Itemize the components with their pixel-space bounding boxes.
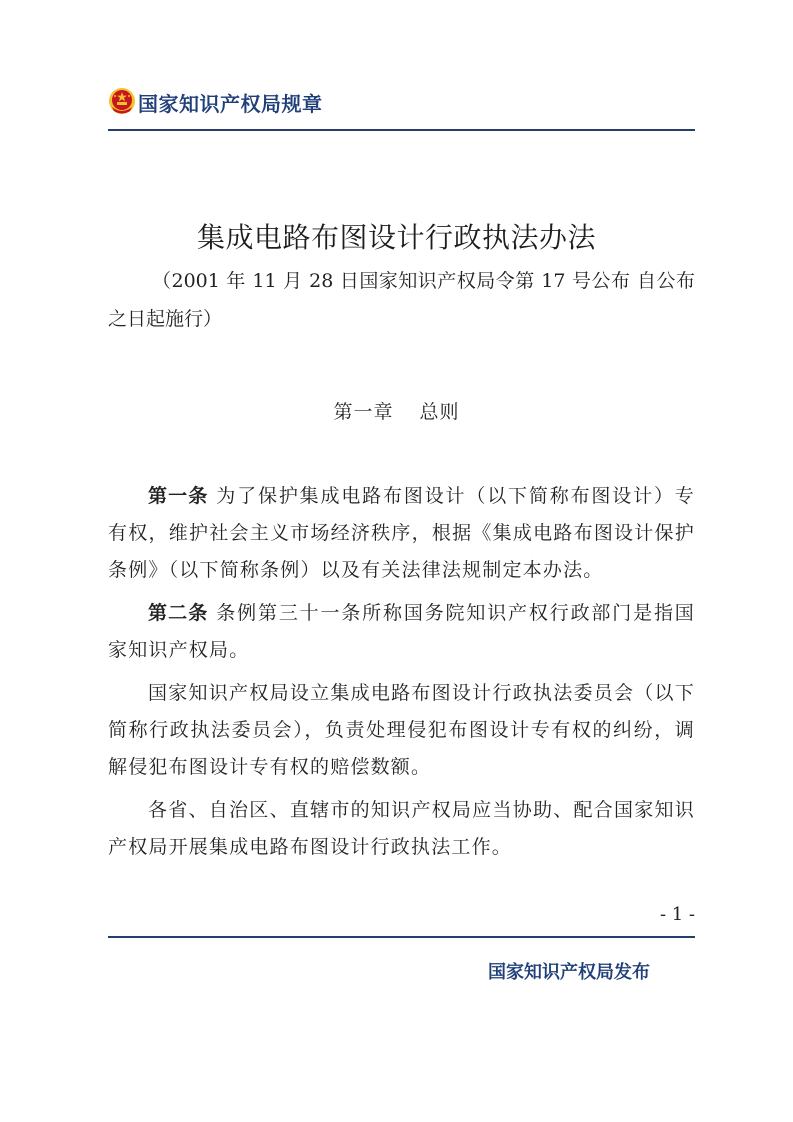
paragraph-text: 为了保护集成电路布图设计（以下简称布图设计）专有权，维护社会主义市场经济秩序，根据《集成电路布图设计保护条例》（以下简称条例）以及有关法律法规制定本办法。 [108,485,695,581]
header-divider [108,129,695,131]
paragraph-text: 国家知识产权局设立集成电路布图设计行政执法委员会（以下简称行政执法委员会），负责处理侵犯布图设计专有权的纠纷，调解侵犯布图设计专有权的赔偿数额。 [108,682,695,778]
paragraph-text: 各省、自治区、直辖市的知识产权局应当协助、配合国家知识产权局开展集成电路布图设计行政执法工作。 [108,799,695,858]
document-subtitle: （2001 年 11 月 28 日国家知识产权局令第 17 号公布 自公布之日起施行） [108,270,695,330]
page-header [108,84,695,124]
header-title: 国家知识产权局规章 [138,92,323,116]
page-number: - 1 - [659,904,695,925]
chapter-name: 总则 [419,401,460,423]
paragraph-text: 条例第三十一条所称国务院知识产权行政部门是指国家知识产权局。 [108,602,695,661]
document-body [108,478,695,872]
footer-divider [108,936,695,938]
paragraph [108,675,695,786]
chapter-number: 第一章 [333,401,394,423]
article-number: 第一条 [148,485,209,507]
national-emblem-icon [108,87,136,115]
paragraph [108,792,695,866]
article-number: 第二条 [148,602,209,624]
document-title: 集成电路布图设计行政执法办法 [196,221,596,254]
article-paragraph [108,595,695,669]
article-paragraph [108,478,695,589]
footer-publisher: 国家知识产权局发布 [488,962,650,983]
chapter-heading [0,397,793,424]
